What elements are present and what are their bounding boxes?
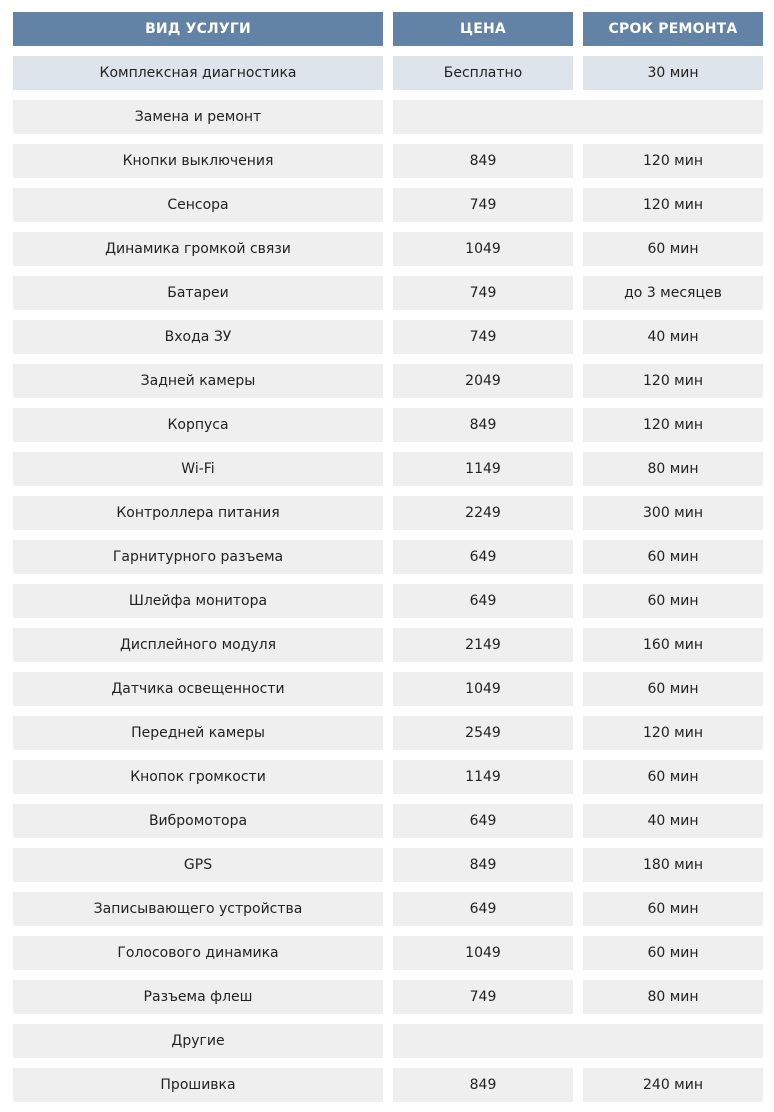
- term-cell: 60 мин: [583, 760, 763, 794]
- price-cell: 649: [393, 540, 573, 574]
- service-cell: Wi-Fi: [13, 452, 383, 486]
- table-row: [13, 540, 763, 574]
- firmware-row: [13, 1068, 763, 1102]
- diagnostics-row: [13, 56, 763, 90]
- term-cell: 120 мин: [583, 144, 763, 178]
- price-cell: 1049: [393, 232, 573, 266]
- service-cell: Кнопки выключения: [13, 144, 383, 178]
- term-cell: 60 мин: [583, 584, 763, 618]
- term-cell: 80 мин: [583, 452, 763, 486]
- service-cell: Вибромотора: [13, 804, 383, 838]
- table-row: [13, 628, 763, 662]
- table-row: [13, 584, 763, 618]
- service-cell: Кнопок громкости: [13, 760, 383, 794]
- section-empty-cell: [393, 1024, 763, 1058]
- table-row: [13, 980, 763, 1014]
- term-cell: 120 мин: [583, 716, 763, 750]
- term-cell: 60 мин: [583, 892, 763, 926]
- service-cell: Сенсора: [13, 188, 383, 222]
- table-row: [13, 892, 763, 926]
- term-cell: 80 мин: [583, 980, 763, 1014]
- price-cell: 849: [393, 144, 573, 178]
- term-cell: 60 мин: [583, 540, 763, 574]
- price-cell: 2149: [393, 628, 573, 662]
- price-cell: 1049: [393, 672, 573, 706]
- firmware-price: 849: [393, 1068, 573, 1102]
- header-service: ВИД УСЛУГИ: [13, 12, 383, 46]
- price-cell: 849: [393, 408, 573, 442]
- term-cell: до 3 месяцев: [583, 276, 763, 310]
- diagnostics-service: Комплексная диагностика: [13, 56, 383, 90]
- table-row: [13, 276, 763, 310]
- section-title-replace: Замена и ремонт: [13, 100, 383, 134]
- table-row: [13, 804, 763, 838]
- price-cell: 2249: [393, 496, 573, 530]
- table-row: [13, 364, 763, 398]
- table-row: [13, 716, 763, 750]
- price-cell: 749: [393, 188, 573, 222]
- section-title-other: Другие: [13, 1024, 383, 1058]
- term-cell: 120 мин: [583, 188, 763, 222]
- price-cell: 2549: [393, 716, 573, 750]
- table-row: [13, 936, 763, 970]
- service-cell: Дисплейного модуля: [13, 628, 383, 662]
- table-row: [13, 848, 763, 882]
- term-cell: 40 мин: [583, 804, 763, 838]
- price-cell: 749: [393, 980, 573, 1014]
- service-cell: Шлейфа монитора: [13, 584, 383, 618]
- diagnostics-price: Бесплатно: [393, 56, 573, 90]
- service-cell: Батареи: [13, 276, 383, 310]
- term-cell: 120 мин: [583, 408, 763, 442]
- service-cell: Записывающего устройства: [13, 892, 383, 926]
- service-rows: [13, 144, 763, 1014]
- service-cell: Разъема флеш: [13, 980, 383, 1014]
- price-cell: 649: [393, 804, 573, 838]
- term-cell: 300 мин: [583, 496, 763, 530]
- price-cell: 649: [393, 584, 573, 618]
- section-row-other: [13, 1024, 763, 1058]
- term-cell: 60 мин: [583, 672, 763, 706]
- service-cell: Задней камеры: [13, 364, 383, 398]
- term-cell: 180 мин: [583, 848, 763, 882]
- price-cell: 749: [393, 320, 573, 354]
- price-cell: 2049: [393, 364, 573, 398]
- term-cell: 160 мин: [583, 628, 763, 662]
- term-cell: 60 мин: [583, 936, 763, 970]
- header-price: ЦЕНА: [393, 12, 573, 46]
- firmware-service: Прошивка: [13, 1068, 383, 1102]
- service-cell: GPS: [13, 848, 383, 882]
- table-row: [13, 144, 763, 178]
- table-row: [13, 496, 763, 530]
- table-header: [13, 12, 763, 46]
- service-cell: Гарнитурного разъема: [13, 540, 383, 574]
- service-cell: Голосового динамика: [13, 936, 383, 970]
- price-cell: 849: [393, 848, 573, 882]
- table-row: [13, 232, 763, 266]
- table-row: [13, 408, 763, 442]
- service-cell: Передней камеры: [13, 716, 383, 750]
- header-term: СРОК РЕМОНТА: [583, 12, 763, 46]
- term-cell: 60 мин: [583, 232, 763, 266]
- term-cell: 120 мин: [583, 364, 763, 398]
- service-cell: Корпуса: [13, 408, 383, 442]
- service-cell: Динамика громкой связи: [13, 232, 383, 266]
- price-cell: 1049: [393, 936, 573, 970]
- service-cell: Контроллера питания: [13, 496, 383, 530]
- table-row: [13, 760, 763, 794]
- firmware-term: 240 мин: [583, 1068, 763, 1102]
- section-row-replace: [13, 100, 763, 134]
- price-table: [13, 12, 763, 1112]
- table-row: [13, 320, 763, 354]
- price-cell: 1149: [393, 452, 573, 486]
- diagnostics-term: 30 мин: [583, 56, 763, 90]
- price-cell: 1149: [393, 760, 573, 794]
- table-row: [13, 188, 763, 222]
- price-cell: 749: [393, 276, 573, 310]
- table-row: [13, 672, 763, 706]
- term-cell: 40 мин: [583, 320, 763, 354]
- table-row: [13, 452, 763, 486]
- service-cell: Входа ЗУ: [13, 320, 383, 354]
- section-empty-cell: [393, 100, 763, 134]
- service-cell: Датчика освещенности: [13, 672, 383, 706]
- price-cell: 649: [393, 892, 573, 926]
